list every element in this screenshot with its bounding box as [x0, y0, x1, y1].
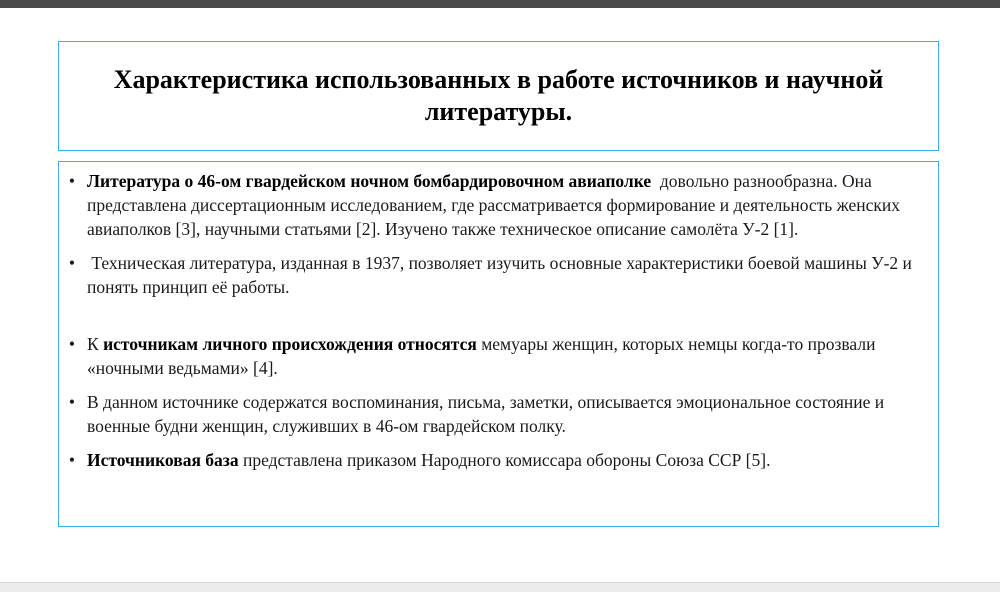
bullet-item [65, 390, 918, 438]
bullet-item [65, 169, 918, 241]
bullet-marker: • [68, 171, 76, 191]
bullet-item [65, 332, 918, 380]
bullet-marker: • [68, 334, 76, 354]
bullet-text: Техническая литература, изданная в 1937, позволяет изучить основные характеристики боевой машины У-2 и понять принцип её работы. [87, 253, 917, 297]
window-top-bar [0, 0, 1000, 8]
bullet-item [65, 251, 918, 299]
slide-title: Характеристика использованных в работе источников и научной литературы. [113, 65, 884, 126]
bullet-list [65, 169, 918, 472]
bullet-text: В данном источнике содержатся воспоминания, письма, заметки, описывается эмоциональное состояние и военные будни женщин, служивших в 46-ом гвардейском полку. [87, 392, 885, 436]
window-bottom-bar [0, 582, 1000, 592]
bullet-bold-text: Литература о 46-ом гвардейском ночном бомбардировочном авиаполке [87, 171, 652, 191]
bullet-text: довольно разнообразна. Она представлена диссертационным исследованием, где рассматривается формирование и деятельность женских авиаполков [3], научными статьями [2]. Изучено также техническое описание самолёта У-2 [1]. [87, 171, 905, 239]
slide-title-box [58, 41, 939, 151]
bullet-text: мемуары женщин, которых немцы когда-то прозвали «ночными ведьмами» [4]. [87, 334, 880, 378]
bullet-prefix-text: К [87, 334, 104, 354]
bullet-item [65, 448, 918, 472]
bullet-bold-text: Источниковая база [87, 450, 239, 470]
bullet-marker: • [68, 450, 76, 470]
bullet-text: представлена приказом Народного комиссара обороны Союза ССР [5]. [238, 450, 771, 470]
bullet-bold-text: источникам личного происхождения относятся [103, 334, 477, 354]
slide-content-box [58, 161, 939, 527]
bullet-marker: • [68, 392, 76, 412]
bullet-marker: • [68, 253, 76, 273]
